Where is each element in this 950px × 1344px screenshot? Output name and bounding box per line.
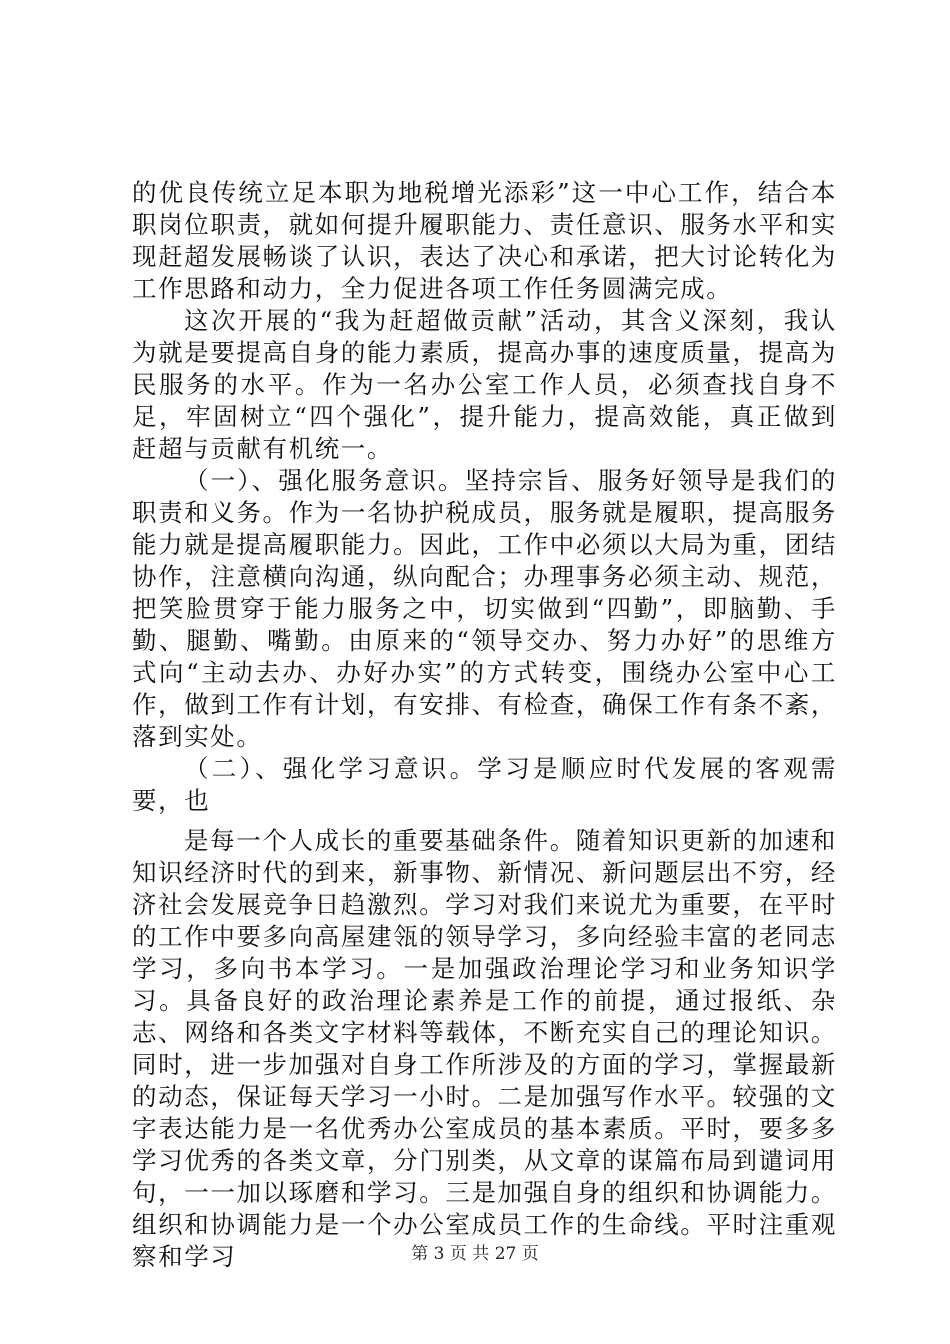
paragraph-learning-awareness-heading: （二）、强化学习意识。学习是顺应时代发展的客观需要，也 [132,754,837,815]
paragraph-service-awareness: （一）、强化服务意识。坚持宗旨、服务好领导是我们的职责和义务。作为一名协护税成员，服务就是履职，提高服务能力就是提高履职能力。因此，工作中必须以大局为重，团结协作，注意横向沟通，纵向配合；办理事务必须主动、规范，把笑脸贯穿于能力服务之中，切实做到“四勤”，即脑勤、手勤、腿勤、嘴勤。由原来的“领导交办、努力办好”的思维方式向“主动去办、办好办实”的方式转变，围绕办公室中心工作，做到工作有计划，有安排、有检查，确保工作有条不紊，落到实处。 [132,466,837,751]
paragraph-learning-awareness-body: 是每一个人成长的重要基础条件。随着知识更新的加速和知识经济时代的到来，新事物、新情况、新问题层出不穷，经济社会发展竞争日趋激烈。学习对我们来说尤为重要，在平时的工作中要多向高屋建瓴的领导学习，多向经验丰富的老同志学习，多向书本学习。一是加强政治理论学习和业务知识学习。具备良好的政治理论素养是工作的前提，通过报纸、杂志、网络和各类文字材料等载体，不断充实自己的理论知识。同时，进一步加强对自身工作所涉及的方面的学习，掌握最新的动态，保证每天学习一小时。二是加强写作水平。较强的文字表达能力是一名优秀办公室成员的基本素质。平时，要多多学习优秀的各类文章，分门别类，从文章的谋篇布局到谴词用句，一一加以琢磨和学习。三是加强自身的组织和协调能力。组织和协调能力是一个办公室成员工作的生命线。平时注重观察和学习 [132,826,837,1271]
paragraph-continuation: 的优良传统立足本职为地税增光添彩”这一中心工作，结合本职岗位职责，就如何提升履职能力、责任意识、服务水平和实现赶超发展畅谈了认识，表达了决心和承诺，把大讨论转化为工作思路和动力，全力促进各项工作任务圆满完成。 [132,178,837,303]
document-body [132,177,837,1273]
paragraph-activity-meaning: 这次开展的“我为赶超做贡献”活动，其含义深刻，我认为就是要提高自身的能力素质，提高办事的速度质量，提高为民服务的水平。作为一名办公室工作人员，必须查找自身不足，牢固树立“四个强化”，提升能力，提高效能，真正做到赶超与贡献有机统一。 [132,306,837,463]
page-number-footer: 第 3 页 共 27 页 [411,1244,539,1264]
